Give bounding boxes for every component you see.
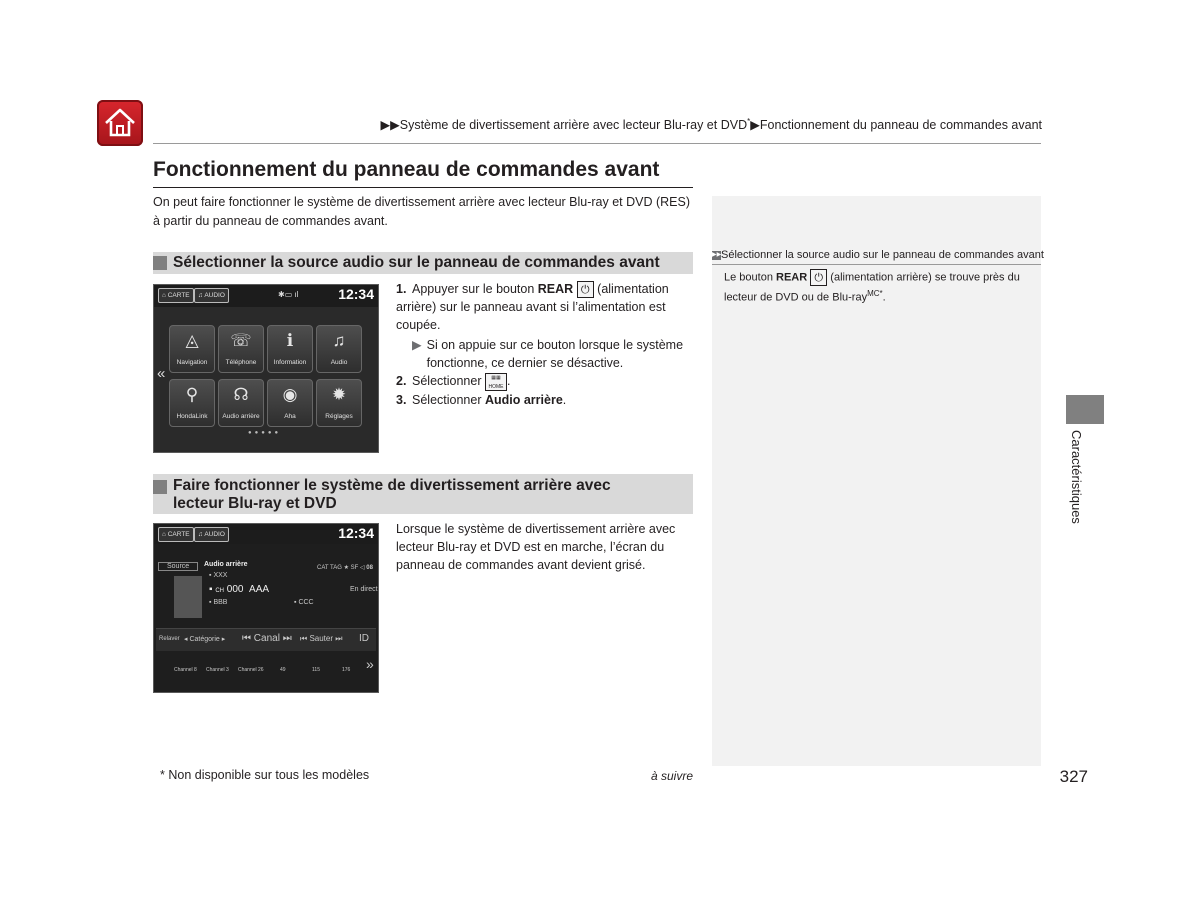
music-icon: ♫ [332, 331, 346, 350]
tile-phone: ☏ Téléphone [218, 325, 264, 373]
tile-hondalink: ⚲ HondaLink [169, 379, 215, 427]
scroll-left-icon: « [157, 365, 166, 382]
home-screen-image [153, 284, 379, 453]
live-label: En direct [350, 586, 378, 593]
album-art [174, 576, 202, 618]
chapter-tab-marker [1066, 395, 1104, 424]
steps-list [396, 280, 696, 409]
footnote: * Non disponible sur tous les modèles [160, 768, 370, 782]
breadcrumb-arrow-icon: ▶ [750, 118, 760, 133]
info-icon: ℹ [286, 331, 294, 350]
section-heading-line1: Faire fonctionner le système de divertissement arrière avec [173, 477, 611, 494]
section2-body: Lorsque le système de divertissement arrière avec lecteur Blu-ray et DVD est en marche, l’écran du panneau de commandes avant devient grisé. [396, 522, 676, 572]
intro-text: On peut faire fonctionner le système de divertissement arrière avec lecteur Blu-ray et DVD (RES) à partir du panneau de commandes avant. [153, 195, 691, 228]
ccc-line: ▪ CCC [294, 599, 314, 606]
title-underline [153, 187, 693, 188]
screen-status-bar [154, 285, 378, 307]
section-heading-line2: lecteur Blu-ray et DVD [173, 495, 337, 512]
greyed-audio-screen-image [153, 523, 379, 693]
control-bar: Relaver ◂ Catégorie ▸ ⏮ Canal ⏭ ⏮ Sauter ⏭ ID [156, 628, 376, 651]
map-pill: ⌂ CARTE [158, 288, 194, 303]
tile-audio: ♫ Audio [316, 325, 362, 373]
section-heading-audio-source [153, 252, 693, 274]
settings-icon: ✹ [331, 385, 347, 404]
tile-information: ℹ Information [267, 325, 313, 373]
section-heading-text: Sélectionner la source audio sur le panneau de commandes avant [173, 254, 660, 271]
breadcrumb-arrow-icon: ▶▶ [380, 118, 400, 133]
navigation-icon: ◬ [185, 331, 199, 350]
breadcrumb-part1: Système de divertissement arrière avec lecteur Blu-ray et DVD [399, 118, 748, 133]
note-heading: ▶▶Sélectionner la source audio sur le panneau de commandes avant [712, 249, 1044, 261]
step-1-note: ▶ Si on appuie sur ce bouton lorsque le système fonctionne, ce dernier se désactive. [412, 338, 684, 371]
breadcrumb [330, 117, 1042, 132]
note-body: Le bouton REAR ⏻ (alimentation arrière) se trouve près du lecteur de DVD ou de Blu-ray$^{MC*}$. [724, 269, 1036, 306]
aha-icon: ◉ [282, 385, 298, 404]
bbb-line: ▪ BBB [209, 599, 228, 606]
note-divider [712, 264, 1041, 265]
note-arrow-icon: ▶▶ [712, 251, 722, 258]
category-tag: CAT TAG ★ SF ◁ 08 [317, 565, 373, 571]
breadcrumb-part2: Fonctionnement du panneau de commandes avant [759, 118, 1042, 133]
tile-navigation: ◬ Navigation [169, 325, 215, 373]
link-icon: ⚲ [185, 385, 199, 404]
tile-aha: ◉ Aha [267, 379, 313, 427]
preset-bar: Channel 8 Channel 3 Channel 26 49 115 176 » [174, 656, 374, 673]
headphones-icon: ☊ [233, 385, 249, 404]
channel-line: ▪ CH 000 AAA [209, 584, 270, 595]
section-square-icon [153, 256, 167, 270]
bullet-arrow-icon: ▶ [412, 338, 422, 353]
clock: 12:34 [338, 286, 374, 302]
audio-pill: ♫ AUDIO [194, 288, 229, 303]
section-heading-operate [153, 474, 693, 514]
screen-status-bar [154, 524, 378, 544]
home-button[interactable] [97, 100, 143, 146]
tile-settings: ✹ Réglages [316, 379, 362, 427]
step-2: 2. Sélectionner ▦▦ HOME . [396, 374, 511, 390]
page-number: 327 [1059, 767, 1088, 786]
phone-icon: ☏ [230, 331, 252, 350]
xxx-line: ▪ XXX [209, 572, 228, 579]
header-divider [153, 143, 1041, 144]
continued-label: à suivre [650, 769, 693, 783]
page-title: Fonctionnement du panneau de commandes avant [153, 158, 660, 181]
footnote-star: * [747, 117, 751, 126]
source-button: Source [158, 562, 198, 571]
home-icon [97, 100, 143, 146]
page-dots: ●●●●● [248, 430, 282, 436]
tile-audio-rear: ☊ Audio arrière [218, 379, 264, 427]
step-1: 1. Appuyer sur le bouton REAR ⏻ (alimentation arrière) sur le panneau avant si l’alimentation est coupée. [396, 282, 669, 333]
home-grid-icon: ▦▦ HOME [485, 373, 507, 391]
power-icon: ⏻ [577, 281, 594, 298]
map-pill: ⌂ CARTE [158, 527, 194, 542]
step-3: 3. Sélectionner Audio arrière. [396, 392, 567, 407]
section-square-icon [153, 480, 167, 494]
audio-pill: ♫ AUDIO [194, 527, 229, 542]
status-icons: ✱▭ ıl [278, 290, 299, 299]
chapter-tab-label: Caractéristiques [1069, 430, 1084, 524]
power-icon: ⏻ [810, 269, 827, 286]
scroll-right-icon: » [366, 656, 374, 672]
clock: 12:34 [338, 525, 374, 541]
audio-rear-label: Audio arrière [204, 561, 248, 568]
